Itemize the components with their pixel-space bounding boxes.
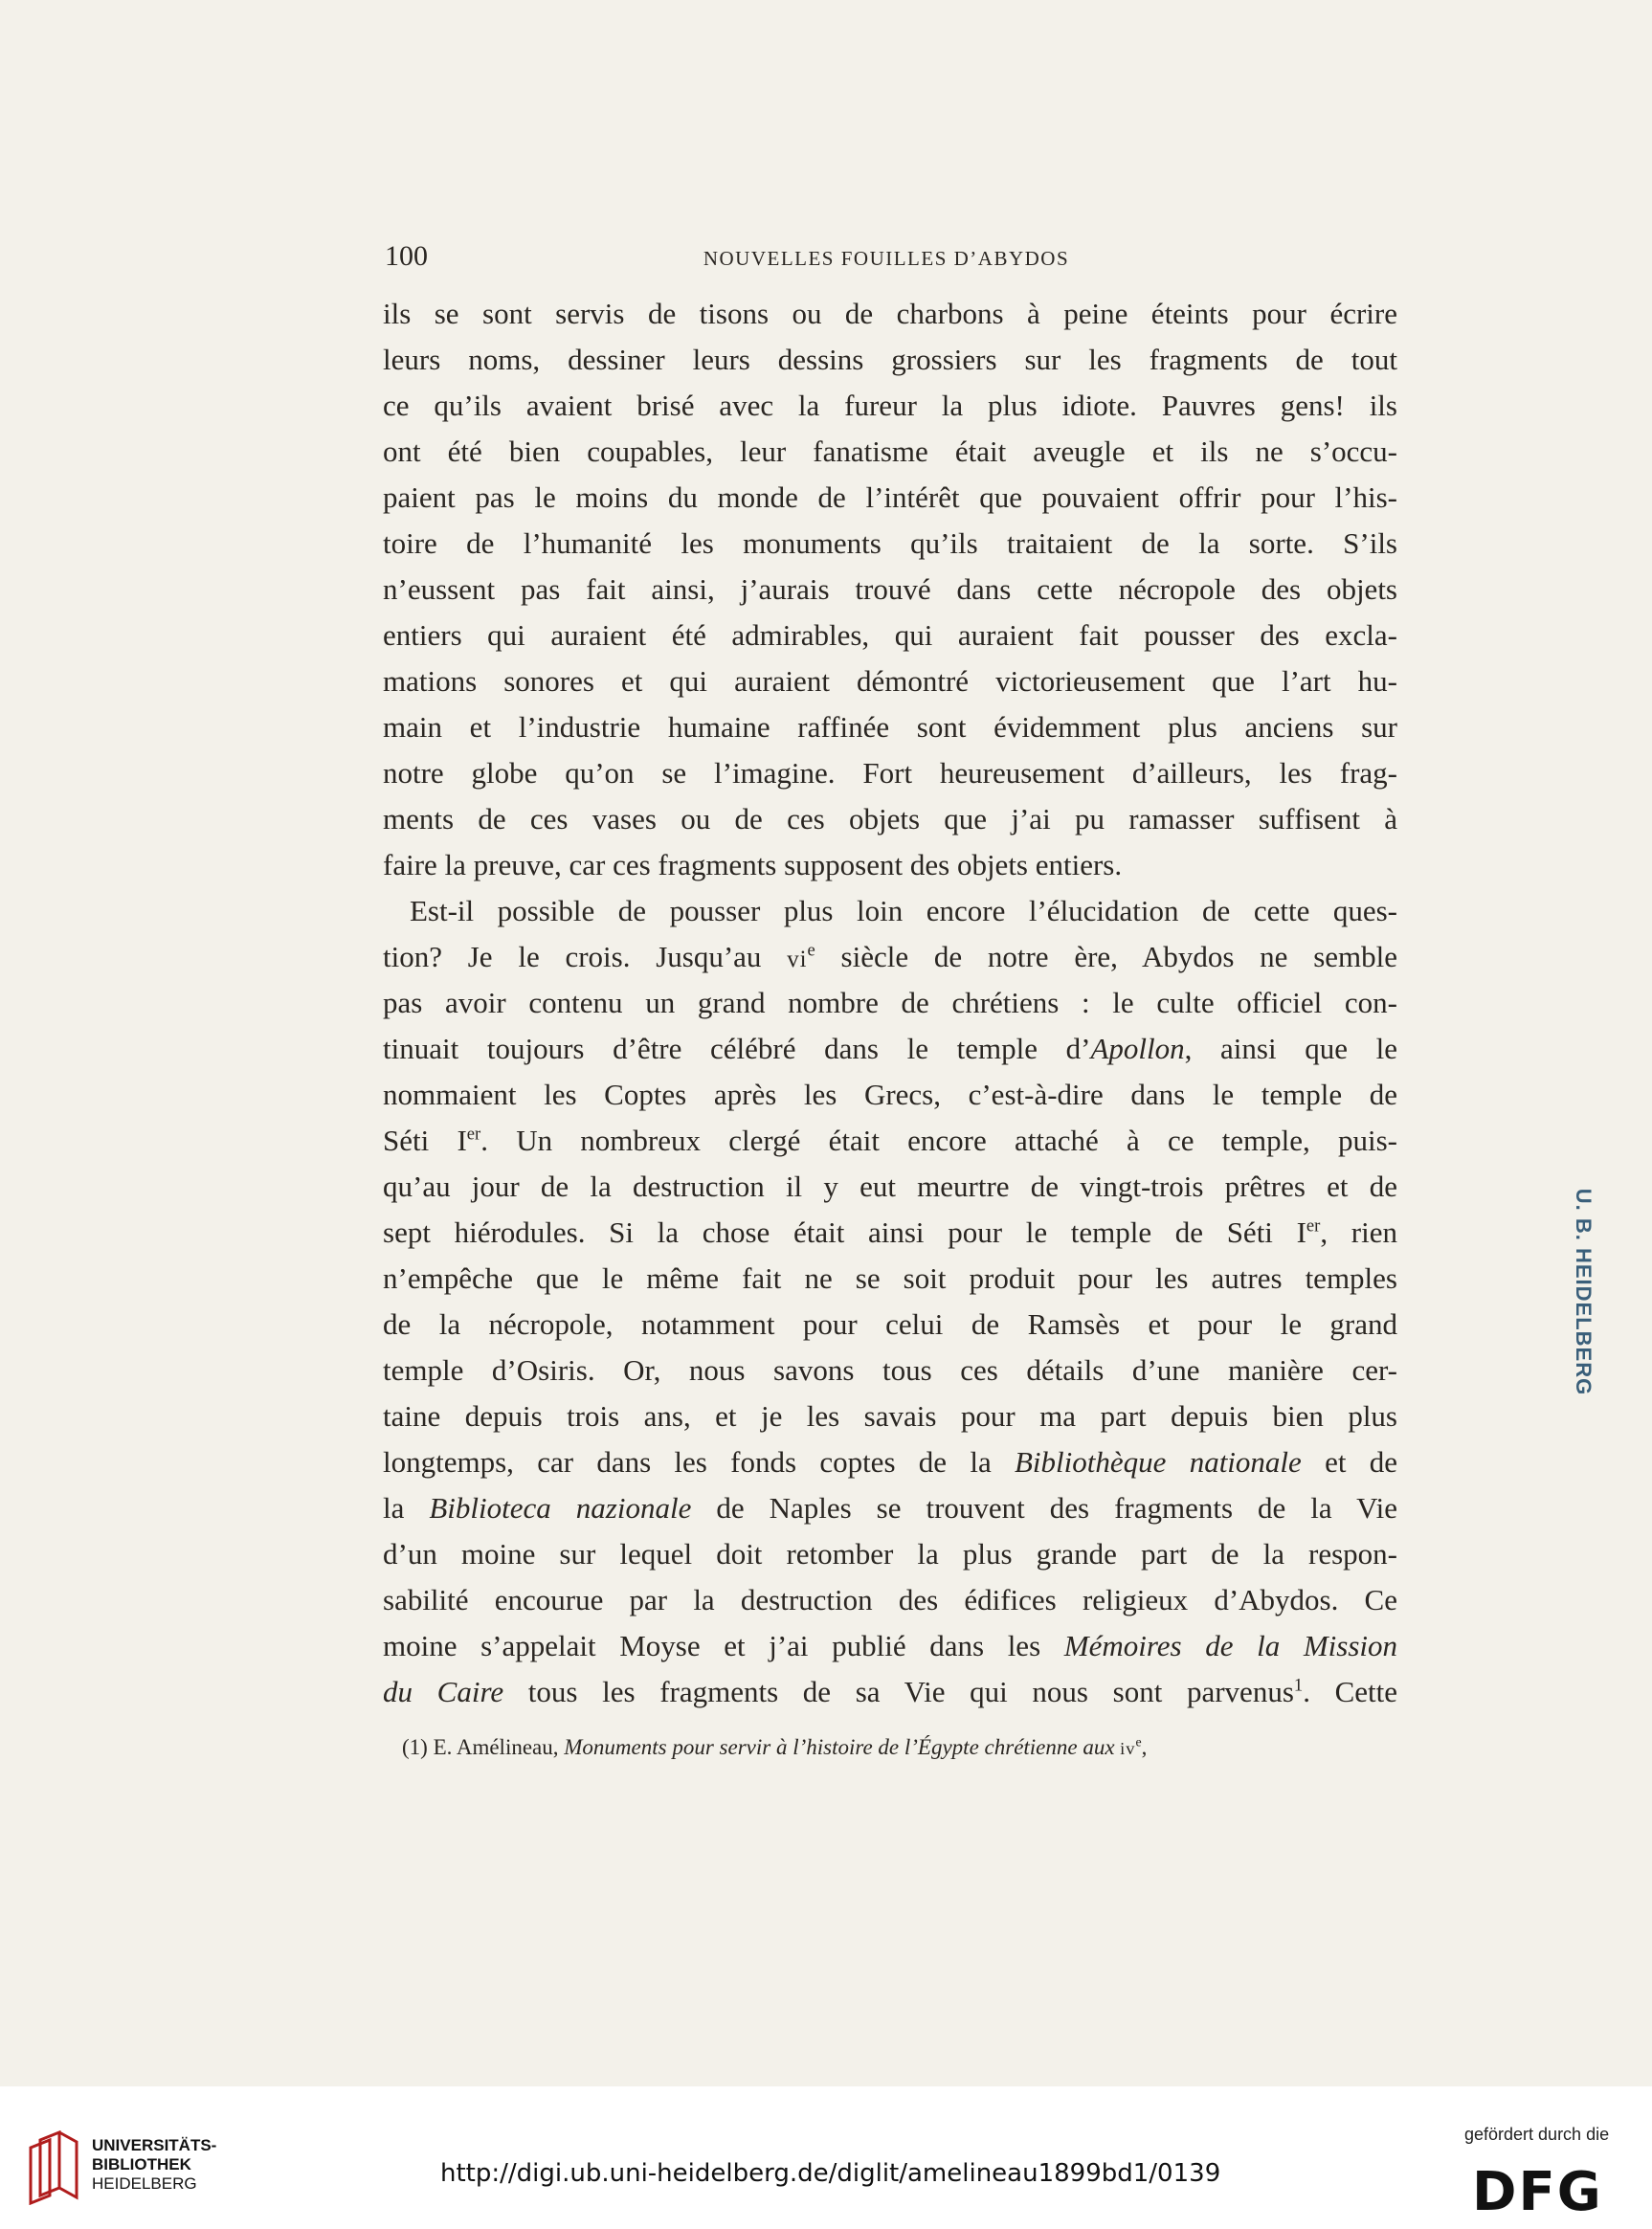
text-line: tinuait toujours d’être célébré dans le temple d’Apollon, ainsi que le — [383, 1032, 1397, 1065]
text-line: qu’au jour de la destruction il y eut meurtre de vingt-trois prêtres et de — [383, 1170, 1397, 1203]
text-line: leurs noms, dessiner leurs dessins grossiers sur les fragments de tout — [383, 343, 1397, 376]
funded-by-label: gefördert durch die — [1464, 2125, 1610, 2144]
text-line: sept hiérodules. Si la chose était ainsi pour le temple de Séti Ier, rien — [383, 1215, 1397, 1249]
text-line: sabilité encourue par la destruction des édifices religieux d’Abydos. Ce — [383, 1583, 1397, 1616]
footnote: (1) E. Amélineau, Monuments pour servir à l’histoire de l’Égypte chrétienne aux $iv^e$, — [402, 1734, 1148, 1759]
text-line: longtemps, car dans les fonds coptes de la Bibliothèque nationale et de — [383, 1445, 1397, 1479]
body-text — [383, 291, 1397, 1715]
text-line: entiers qui auraient été admirables, qui auraient fait pousser des excla- — [383, 618, 1397, 652]
text-line: main et l’industrie humaine raffinée sont évidemment plus anciens sur — [383, 710, 1397, 744]
text-line: ments de ces vases ou de ces objets que j’ai pu ramasser suffisent à — [383, 802, 1397, 836]
text-line: la Biblioteca nazionale de Naples se trouvent des fragments de la Vie — [383, 1491, 1397, 1525]
dfg-logo: DFG — [1472, 2161, 1603, 2223]
text-line: moine s’appelait Moyse et j’ai publié dans les Mémoires de la Mission — [383, 1629, 1397, 1662]
text-line: nommaient les Coptes après les Grecs, c’est-à-dire dans le temple de — [383, 1078, 1397, 1111]
footer-bar — [0, 2086, 1652, 2229]
text-line: paient pas le moins du monde de l’intérêt que pouvaient offrir pour l’his- — [383, 480, 1397, 514]
text-line: pas avoir contenu un grand nombre de chrétiens : le culte officiel con- — [383, 986, 1397, 1019]
text-line: Séti Ier. Un nombreux clergé était encore attaché à ce temple, puis- — [383, 1124, 1397, 1157]
text-line: tion? Je le crois. Jusqu’au $vi^e$ siècle de notre ère, Abydos ne semble — [383, 940, 1397, 973]
text-line: ce qu’ils avaient brisé avec la fureur la plus idiote. Pauvres gens! ils — [383, 389, 1397, 422]
library-stamp — [1566, 1187, 1600, 1397]
page-number: 100 — [385, 240, 428, 272]
text-line: n’eussent pas fait ainsi, j’aurais trouvé dans cette nécropole des objets — [383, 572, 1397, 606]
text-line: n’empêche que le même fait ne se soit produit pour les autres temples — [383, 1261, 1397, 1295]
page-header — [375, 237, 1397, 276]
text-line: taine depuis trois ans, et je les savais pour ma part depuis bien plus — [383, 1399, 1397, 1433]
permalink-url[interactable]: http://digi.ub.uni-heidelberg.de/diglit/amelineau1899bd1/0139 — [440, 2159, 1221, 2188]
text-line: faire la preuve, car ces fragments supposent des objets entiers. — [383, 848, 1123, 881]
text-line: de la nécropole, notamment pour celui de Ramsès et pour le grand — [383, 1307, 1397, 1341]
text-line: ils se sont servis de tisons ou de charbons à peine éteints pour écrire — [383, 297, 1397, 330]
library-name: UNIVERSITÄTS- BIBLIOTHEK HEIDELBERG — [92, 2136, 217, 2193]
text-line: mations sonores et qui auraient démontré victorieusement que l’art hu- — [383, 664, 1397, 698]
text-line: Est-il possible de pousser plus loin encore l’élucidation de cette ques- — [410, 894, 1397, 927]
text-line: ont été bien coupables, leur fanatisme était aveugle et ils ne s’occu- — [383, 435, 1397, 468]
running-title: NOUVELLES FOUILLES D’ABYDOS — [703, 247, 1070, 270]
text-line: d’un moine sur lequel doit retomber la plus grande part de la respon- — [383, 1537, 1397, 1571]
text-line: du Caire tous les fragments de sa Vie qui nous sont parvenus$^1$. Cette — [383, 1675, 1397, 1708]
library-logo-icon — [21, 2130, 82, 2205]
text-line: temple d’Osiris. Or, nous savons tous ces détails d’une manière cer- — [383, 1353, 1397, 1387]
text-line: notre globe qu’on se l’imagine. Fort heureusement d’ailleurs, les frag- — [383, 756, 1397, 790]
text-line: toire de l’humanité les monuments qu’ils traitaient de la sorte. S’ils — [383, 526, 1397, 560]
stamp-text: U. B. HEIDELBERG — [1572, 1188, 1596, 1396]
